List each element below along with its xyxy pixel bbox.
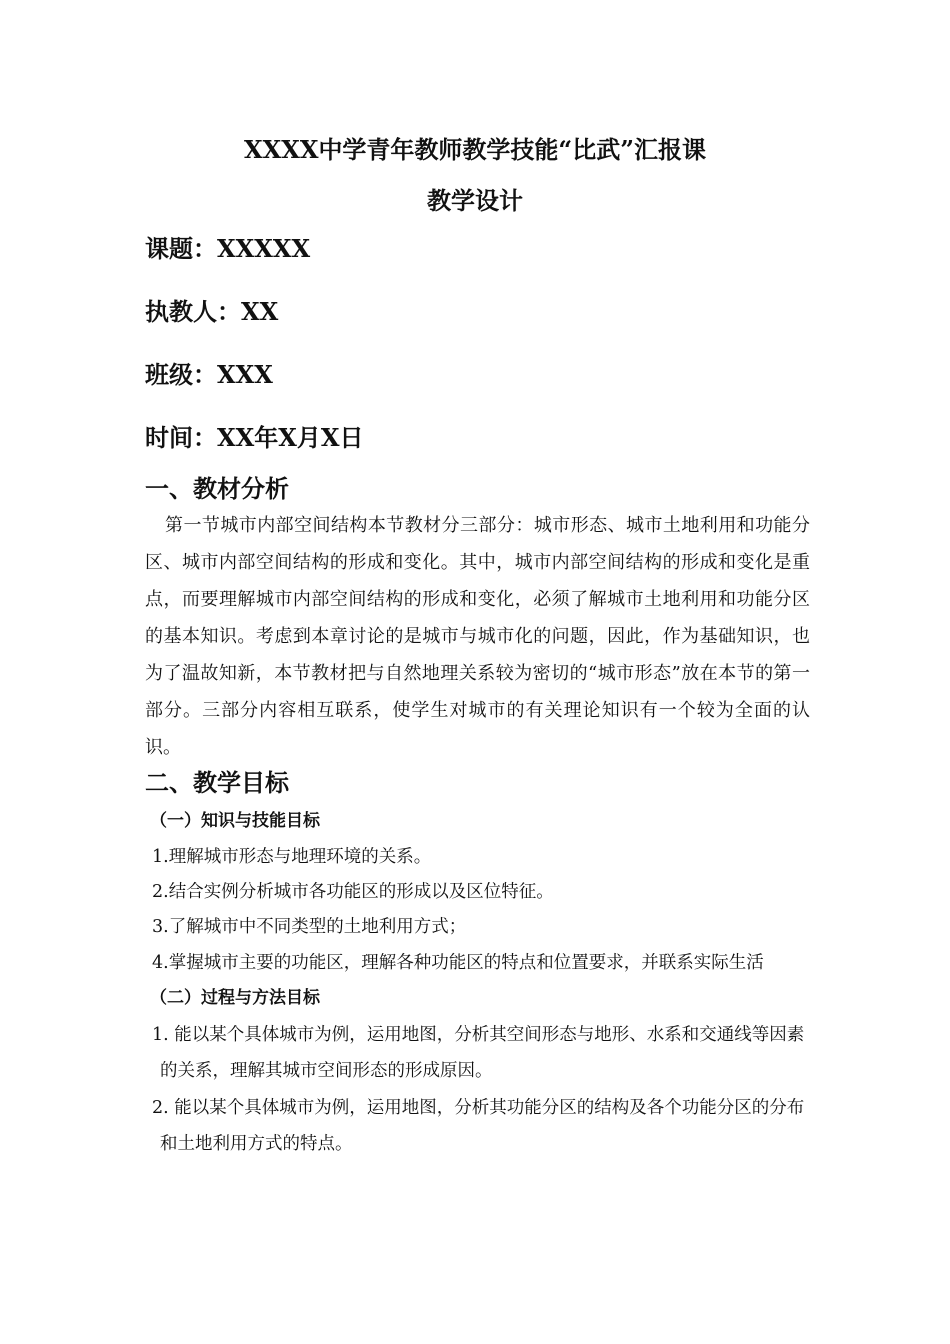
textbook-analysis-paragraph: 第一节城市内部空间结构本节教材分三部分：城市形态、城市土地利用和功能分区、城市内部空间结构的形成和变化。其中，城市内部空间结构的形成和变化是重点，而要理解城市内部空间结构的形成和变化，必须了解城市土地利用和功能分区的基本知识。考虑到本章讨论的是城市与城市化的问题，因此，作为基础知识，也为了温故知新，本节教材把与自然地理关系较为密切的“城市形态”放在本节的第一部分。三部分内容相互联系，使学生对城市的有关理论知识有一个较为全面的认识。 [145,515,810,758]
section-heading-textbook-analysis: 一、教材分析 [145,475,289,503]
goal-item: 1.理解城市形态与地理环境的关系。 [152,847,432,867]
teacher-field: 执教人：XX [145,297,279,326]
time-field: 时间：XX年X月X日 [145,423,364,452]
topic-field: 课题：XXXXX [145,234,311,263]
goal-item: 2.结合实例分析城市各功能区的形成以及区位特征。 [152,882,554,902]
document-title: XXXX中学青年教师教学技能“比武”汇报课 [243,135,707,164]
goal-item: 2. 能以某个具体城市为例，运用地图，分析其功能分区的结构及各个功能分区的分布和土地利用方式的特点。 [152,1098,805,1154]
goal-item: 1. 能以某个具体城市为例，运用地图，分析其空间形态与地形、水系和交通线等因素的关系，理解其城市空间形态的形成原因。 [152,1025,805,1081]
document-subtitle: 教学设计 [427,186,523,215]
goal-item: 4.掌握城市主要的功能区，理解各种功能区的特点和位置要求，并联系实际生活 [152,953,764,973]
goal-item: 3.了解城市中不同类型的土地利用方式； [152,917,467,937]
section-heading-teaching-goals: 二、教学目标 [145,769,289,797]
subsection-heading-knowledge-skills: （一）知识与技能目标 [150,811,320,831]
class-field: 班级：XXX [145,360,273,389]
subsection-heading-process-methods: （二）过程与方法目标 [150,988,320,1008]
